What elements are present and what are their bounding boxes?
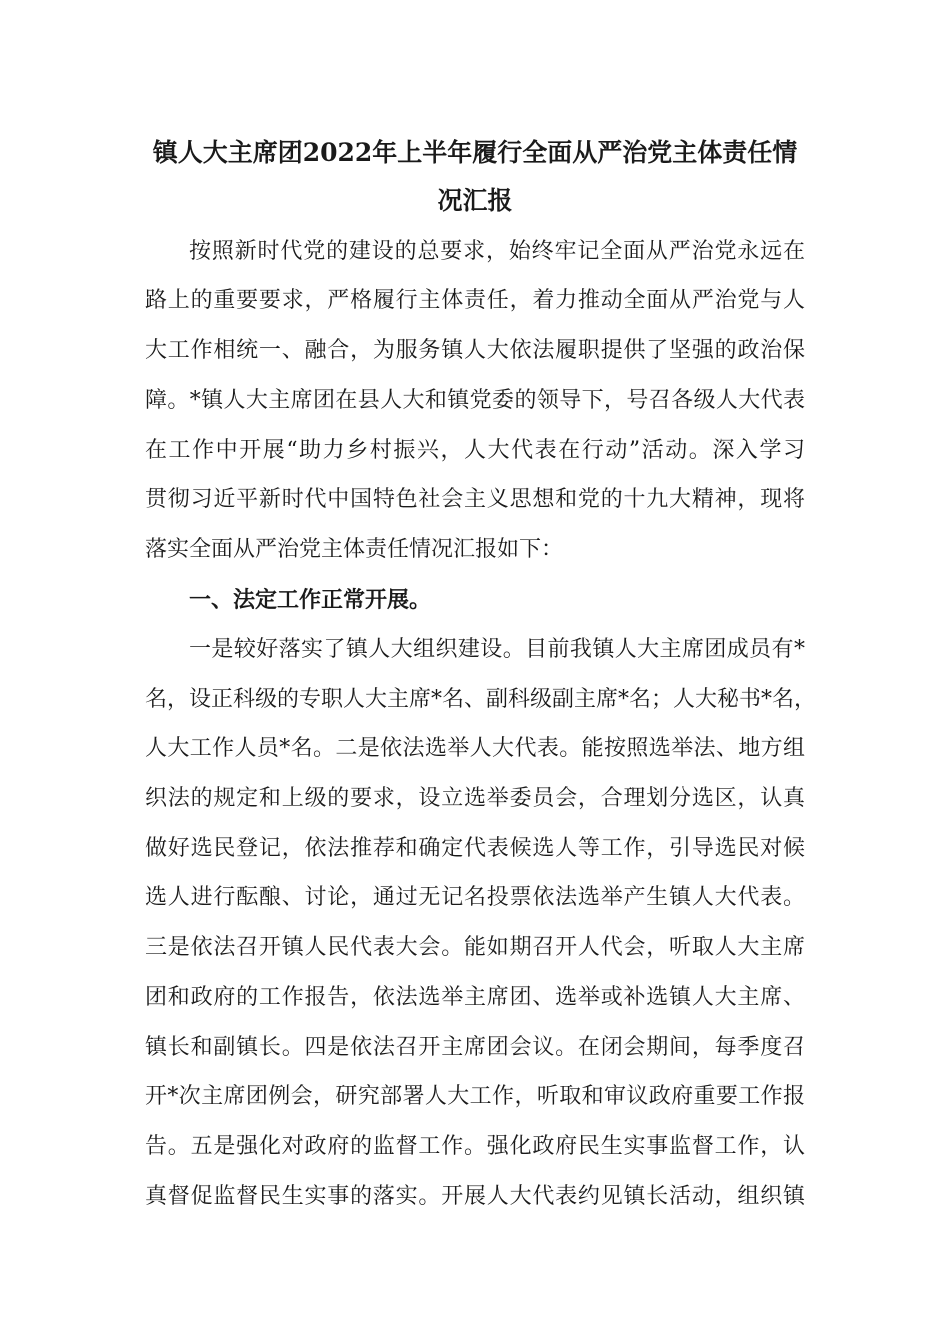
section-heading: 一、法定工作正常开展。 xyxy=(189,587,432,613)
paragraph-line: 贯彻习近平新时代中国特色社会主义思想和党的十九大精神，现将 xyxy=(145,487,805,512)
paragraph-line: 三是依法召开镇人民代表大会。能如期召开人代会，听取人大主席 xyxy=(145,935,805,960)
document-title-line-1: 镇人大主席团2022年上半年履行全面从严治党主体责任情 xyxy=(152,138,798,167)
document-title-line-2: 况汇报 xyxy=(437,186,513,215)
paragraph-line: 镇长和副镇长。四是依法召开主席团会议。在闭会期间，每季度召 xyxy=(145,1035,805,1060)
paragraph-line: 按照新时代党的建设的总要求，始终牢记全面从严治党永远在 xyxy=(189,239,805,264)
paragraph-line: 路上的重要要求，严格履行主体责任，着力推动全面从严治党与人 xyxy=(145,288,805,313)
paragraph-line: 织法的规定和上级的要求，设立选举委员会，合理划分选区，认真 xyxy=(145,786,805,811)
paragraph-line: 真督促监督民生实事的落实。开展人大代表约见镇长活动，组织镇 xyxy=(145,1184,805,1209)
paragraph-line: 开*次主席团例会，研究部署人大工作，听取和审议政府重要工作报 xyxy=(145,1084,805,1109)
paragraph-line: 障。*镇人大主席团在县人大和镇党委的领导下，号召各级人大代表 xyxy=(145,388,805,413)
paragraph-line: 告。五是强化对政府的监督工作。强化政府民生实事监督工作，认 xyxy=(145,1134,805,1159)
paragraph-line: 团和政府的工作报告，依法选举主席团、选举或补选镇人大主席、 xyxy=(145,985,805,1010)
paragraph-line: 一是较好落实了镇人大组织建设。目前我镇人大主席团成员有* xyxy=(189,637,805,662)
paragraph-line: 落实全面从严治党主体责任情况汇报如下： xyxy=(145,537,564,562)
paragraph-line: 人大工作人员*名。二是依法选举人大代表。能按照选举法、地方组 xyxy=(145,736,805,761)
paragraph-line: 在工作中开展“助力乡村振兴，人大代表在行动”活动。深入学习 xyxy=(145,438,805,463)
paragraph-line: 做好选民登记，依法推荐和确定代表候选人等工作，引导选民对候 xyxy=(145,836,805,861)
paragraph-line: 名，设正科级的专职人大主席*名、副科级副主席*名；人大秘书*名， xyxy=(145,687,817,712)
paragraph-line: 大工作相统一、融合，为服务镇人大依法履职提供了坚强的政治保 xyxy=(145,338,805,363)
paragraph-line: 选人进行酝酿、讨论，通过无记名投票依法选举产生镇人大代表。 xyxy=(145,885,805,910)
